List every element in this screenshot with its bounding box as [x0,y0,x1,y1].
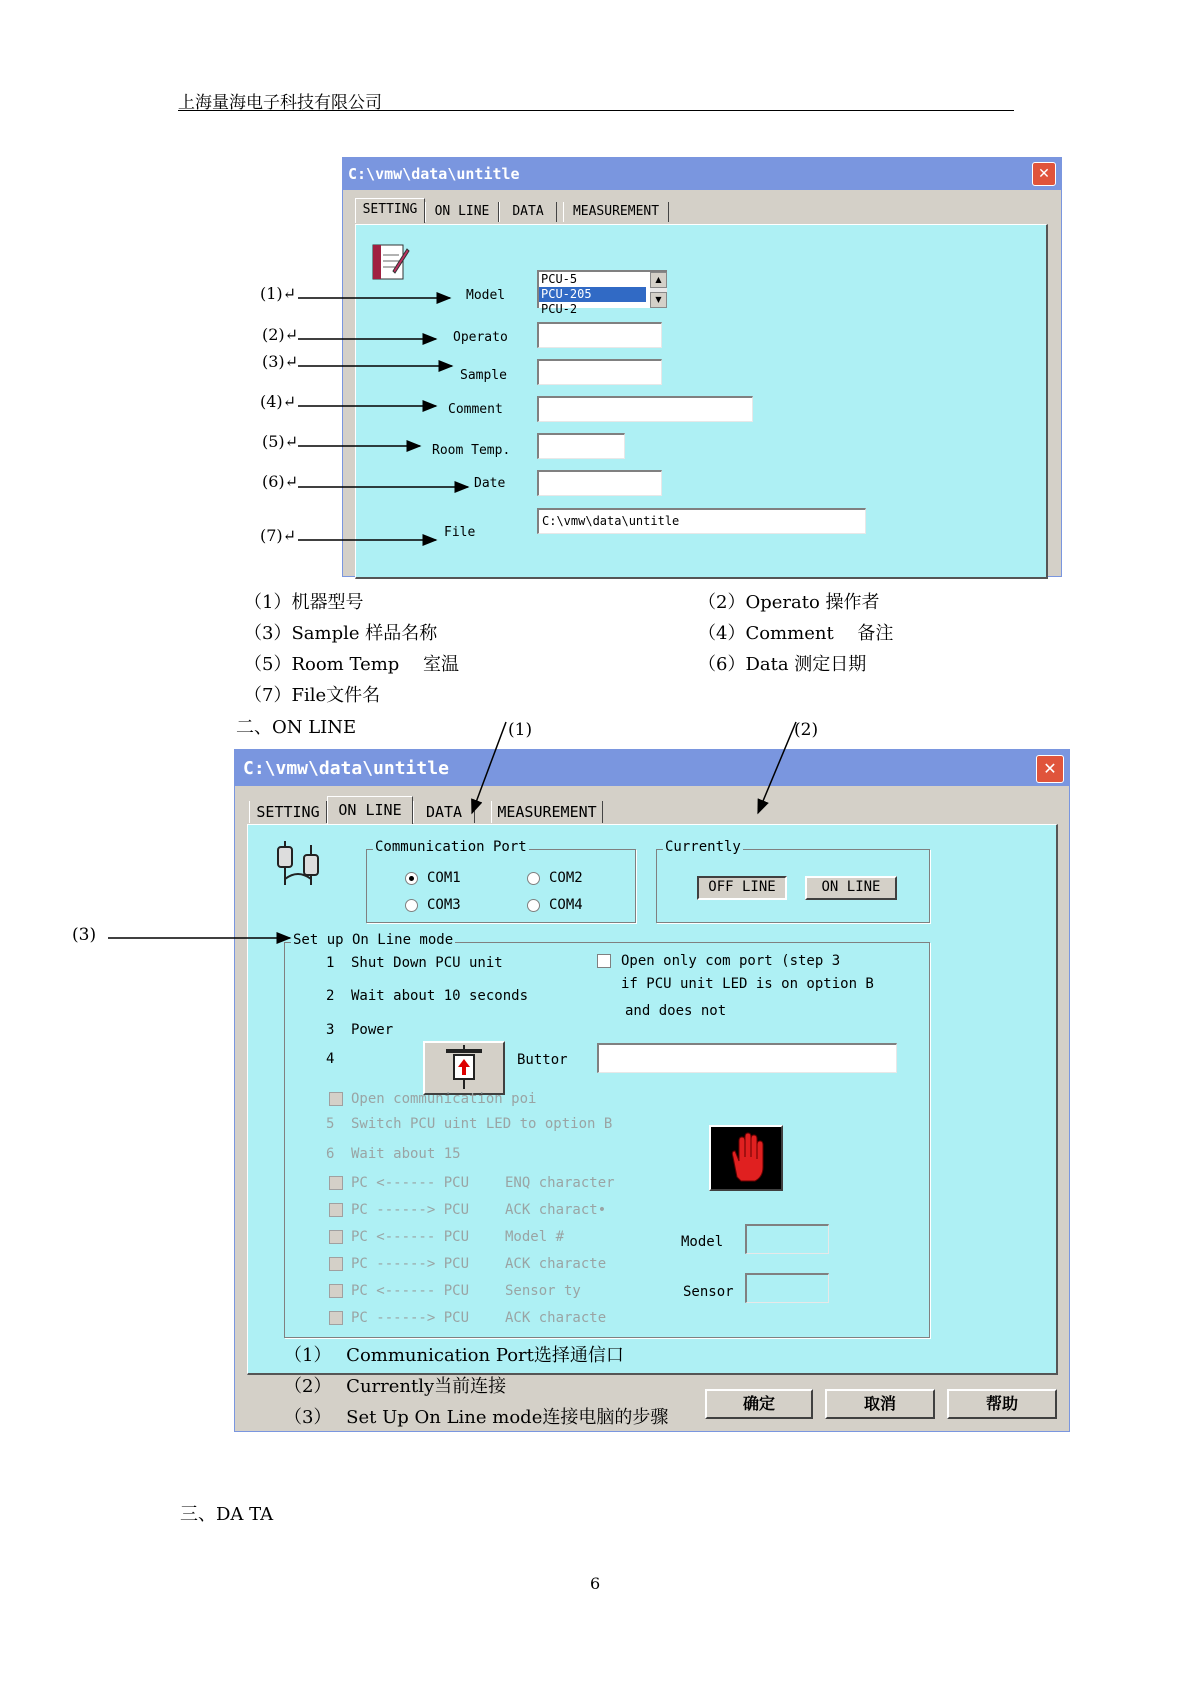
caption-right: （4）Comment 备注 [698,623,894,644]
step-text: Wait about 15 [351,1146,461,1162]
caption-left: （1）机器型号 [244,592,364,613]
handshake-text: ACK characte [505,1256,607,1272]
model-field[interactable] [745,1224,829,1254]
room-temp-label: Room Temp. [432,443,511,458]
annotation-6: (6)↵ [262,472,299,491]
annotation-3: (3)↵ [262,352,299,371]
button-label: Buttor [517,1052,568,1068]
handshake-checkbox[interactable] [329,1257,343,1271]
annotation-online-3: (3) [72,925,97,945]
annotation-7: (7)↵ [260,526,297,545]
handshake-checkbox[interactable] [329,1284,343,1298]
annotation-online-2: (2) [794,720,819,740]
listbox-scrollbar[interactable] [650,272,667,308]
caption-left: （7）File文件名 [244,685,381,706]
step-text: Power [351,1022,394,1038]
tab-setting[interactable]: SETTING [355,198,425,223]
step-number: 3 [326,1022,335,1038]
com3-radio[interactable] [405,899,418,912]
handshake-text: ENQ character [505,1175,615,1191]
step-text: Shut Down PCU unit [351,955,503,971]
window-title: C:\vmw\data\untitle [348,165,520,183]
caption-left: （3）Sample 样品名称 [244,623,438,644]
step-number: 2 [326,988,335,1004]
handshake-direction: PC <------ PCU [351,1229,470,1245]
scroll-up-icon[interactable]: ▲ [650,272,667,288]
tab-measurement[interactable]: MEASUREMENT [563,202,669,222]
caption-online: （2） Currently当前连接 [284,1376,507,1397]
com2-radio[interactable] [527,872,540,885]
file-field[interactable]: C:\vmw\data\untitle [537,508,866,534]
date-label: Date [474,476,506,491]
window-titlebar [235,750,1069,786]
model-option-selected[interactable]: PCU-205 [539,287,646,302]
setup-online-title: Set up On Line mode [293,932,454,948]
open-communication-text: Open communication poi [351,1091,537,1107]
operator-label: Operato [453,330,508,345]
operator-field[interactable] [537,322,662,348]
communication-port-title: Communication Port [375,839,527,855]
caption-right: （2）Operato 操作者 [698,592,880,613]
tab-measurement[interactable]: MEASUREMENT [491,801,603,823]
online-panel [247,824,1058,1375]
ok-button[interactable]: 确定 [705,1389,813,1419]
handshake-checkbox[interactable] [329,1230,343,1244]
tab-online[interactable]: ON LINE [425,202,499,222]
on-line-button[interactable]: ON LINE [805,876,897,900]
currently-title: Currently [665,839,741,855]
caption-left: （5）Room Temp 室温 [244,654,460,675]
handshake-text: Model # [505,1229,565,1245]
model-option[interactable]: PCU-5 [541,272,578,286]
close-icon[interactable]: ✕ [1036,755,1064,783]
sample-field[interactable] [537,359,662,385]
setup-online-group [284,932,930,1338]
step-number: 4 [326,1051,335,1067]
com1-radio[interactable] [405,872,418,885]
handshake-direction: PC ------> PCU [351,1202,470,1218]
sample-label: Sample [460,368,507,383]
sensor-field[interactable] [745,1273,829,1303]
model-option[interactable]: PCU-2 [541,302,578,316]
model-listbox[interactable] [537,270,667,316]
handshake-direction: PC <------ PCU [351,1175,470,1191]
caption-online: （1） Communication Port选择通信口 [284,1345,624,1366]
annotation-1: (1)↵ [260,284,297,303]
status-field[interactable] [597,1043,897,1073]
plug-icon [444,1045,484,1091]
com3-label: COM3 [427,897,461,913]
open-only-text: if PCU unit LED is on option B [621,976,874,992]
off-line-button[interactable]: OFF LINE [697,876,787,900]
online-window [234,749,1070,1432]
power-plug-button[interactable] [423,1041,505,1095]
page-number: 6 [590,1574,601,1593]
step-text: Wait about 10 seconds [351,988,529,1004]
tab-data[interactable]: DATA [499,202,557,222]
file-label: File [444,525,476,540]
model-label: Model [466,288,506,303]
caption-online: （3） Set Up On Line mode连接电脑的步骤 [284,1407,669,1428]
com1-label: COM1 [427,870,461,886]
setting-window [342,157,1062,577]
sensor-label: Sensor [683,1284,734,1300]
handshake-text: ACK charact• [505,1202,607,1218]
section-title-online: 二、ON LINE [236,717,357,738]
document-edit-icon [371,241,409,281]
comment-label: Comment [448,402,503,417]
company-header: 上海量海电子科技有限公司 [178,93,382,113]
scroll-down-icon[interactable]: ▼ [650,292,667,308]
com2-label: COM2 [549,870,583,886]
stop-hand-icon [709,1125,783,1191]
communication-port-group [366,839,636,923]
annotation-4: (4)↵ [260,392,297,411]
comment-field[interactable] [537,396,753,422]
connection-icon [274,839,324,889]
header-rule [178,110,1014,111]
section-title-data: 三、DA TA [180,1504,274,1525]
handshake-checkbox[interactable] [329,1176,343,1190]
step-number: 1 [326,955,335,971]
handshake-direction: PC ------> PCU [351,1310,470,1326]
handshake-checkbox[interactable] [329,1311,343,1325]
setting-panel [355,224,1048,579]
date-field[interactable] [537,470,662,496]
tab-data[interactable]: DATA [413,801,475,823]
handshake-checkbox[interactable] [329,1203,343,1217]
com4-label: COM4 [549,897,583,913]
room-temp-field[interactable] [537,433,625,459]
annotation-5: (5)↵ [262,432,299,451]
annotation-2: (2)↵ [262,325,299,344]
window-title: C:\vmw\data\untitle [243,758,449,779]
window-titlebar [343,158,1061,190]
handshake-text: Sensor ty [505,1283,581,1299]
com4-radio[interactable] [527,899,540,912]
help-button[interactable]: 帮助 [947,1389,1057,1419]
handshake-direction: PC <------ PCU [351,1283,470,1299]
handshake-direction: PC ------> PCU [351,1256,470,1272]
annotation-online-1: (1) [508,720,533,740]
open-communication-checkbox[interactable] [329,1092,343,1106]
step-text: Switch PCU uint LED to option B [351,1116,613,1132]
caption-right: （6）Data 测定日期 [698,654,867,675]
step-number: 6 [326,1146,335,1162]
handshake-text: ACK characte [505,1310,607,1326]
tab-online[interactable]: ON LINE [327,796,413,825]
open-only-checkbox[interactable] [597,954,611,968]
cancel-button[interactable]: 取消 [825,1389,935,1419]
model-label: Model [681,1234,724,1250]
close-icon[interactable]: ✕ [1032,162,1056,186]
currently-group [656,839,930,923]
open-only-text: and does not [625,1003,727,1019]
tab-setting[interactable]: SETTING [249,801,327,823]
open-only-text: Open only com port (step 3 [621,953,841,969]
step-number: 5 [326,1116,335,1132]
